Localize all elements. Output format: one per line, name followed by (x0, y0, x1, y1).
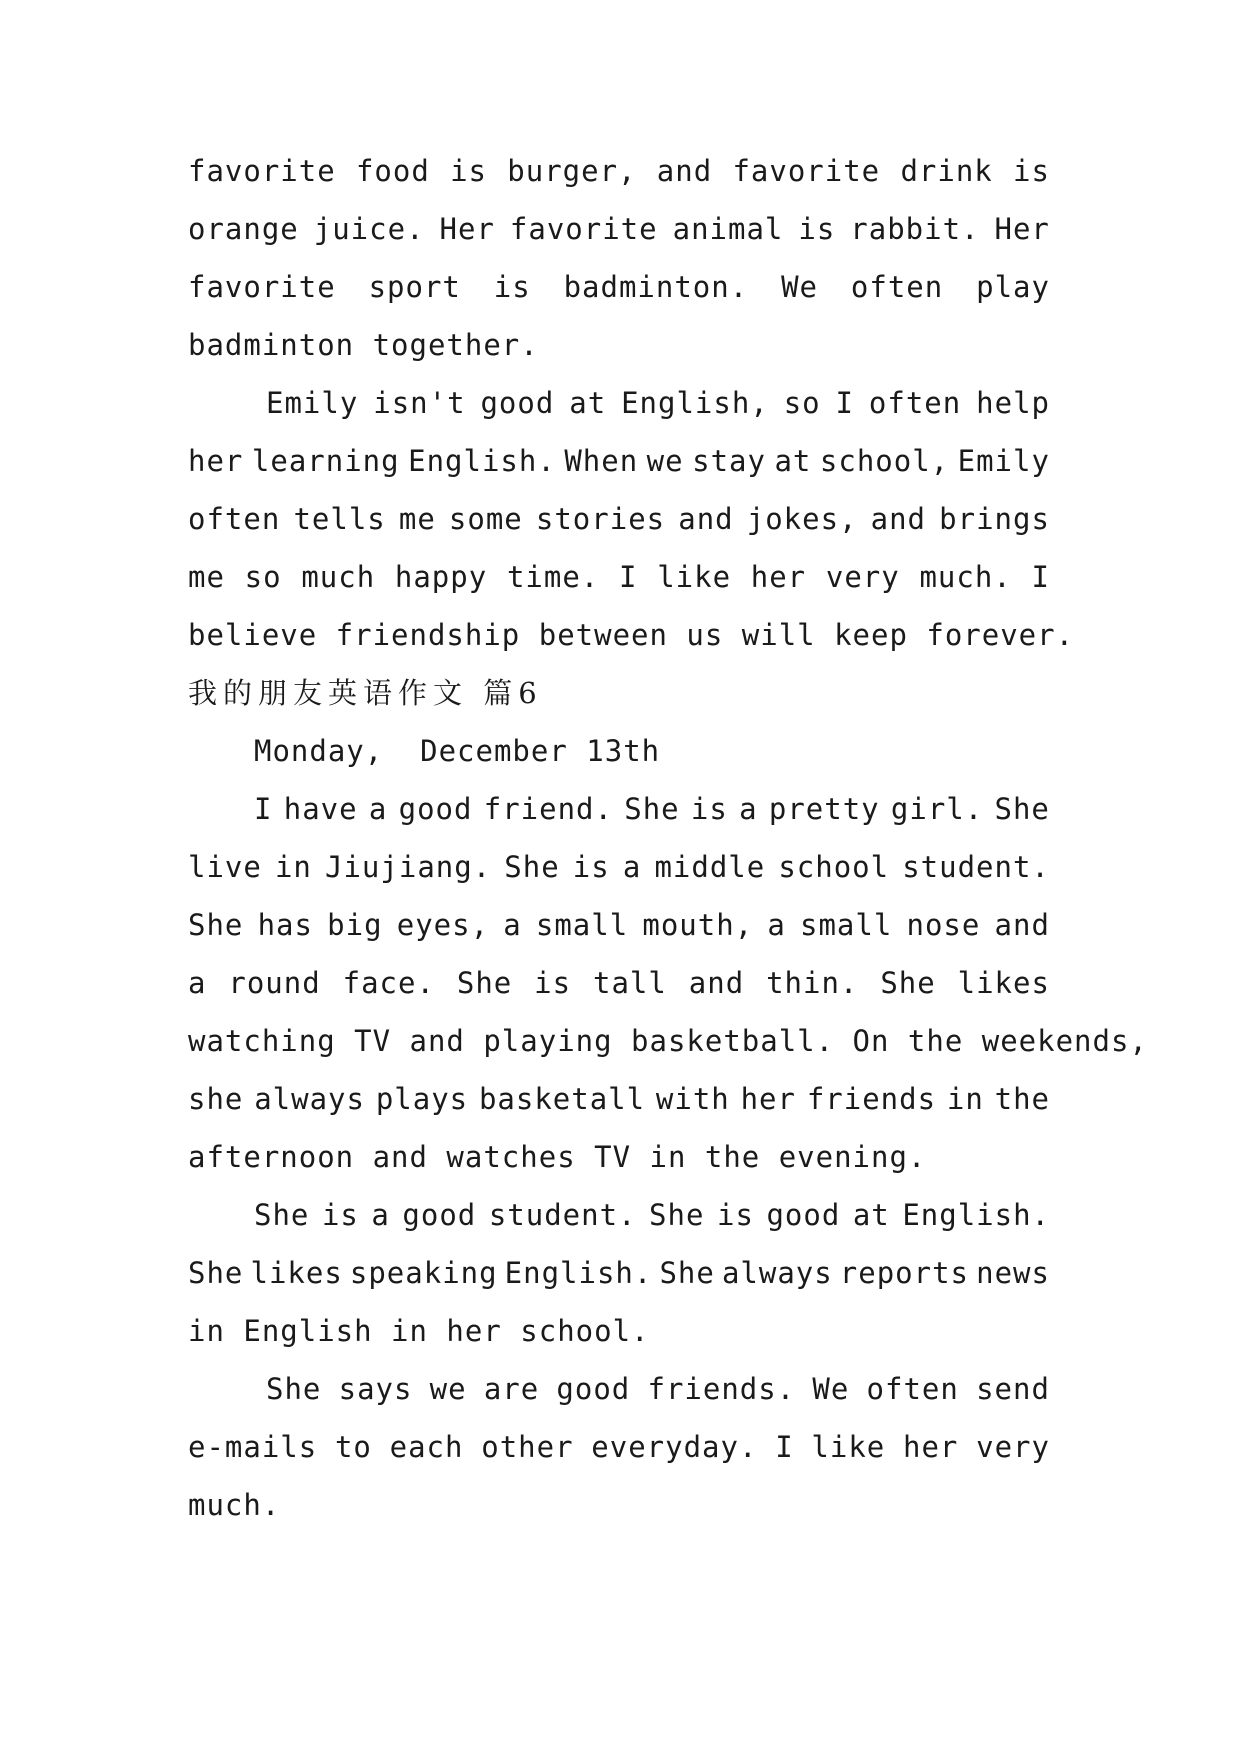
word: reports (839, 1256, 970, 1290)
word: small (800, 908, 893, 942)
word: often (868, 386, 962, 420)
word: is (534, 966, 572, 1000)
word: middle (654, 850, 766, 884)
text-line: much. (188, 1488, 281, 1522)
word: favorite (188, 270, 336, 304)
word: some (448, 502, 523, 536)
word: time. (506, 560, 600, 594)
word: She (188, 1256, 244, 1290)
word: live (188, 850, 262, 884)
word: often (850, 270, 944, 304)
word: happy (394, 560, 488, 594)
word: help (976, 386, 1050, 420)
text-line: afternoon and watches TV in the evening. (188, 1140, 927, 1174)
word: likes (957, 966, 1050, 1000)
word: very (825, 560, 900, 594)
word: she (188, 1082, 244, 1116)
word: good (480, 386, 555, 420)
word: a (188, 966, 207, 1000)
word: friends. (647, 1372, 796, 1406)
word: She (504, 850, 560, 884)
text-line (188, 142, 1050, 200)
word: She (254, 1198, 310, 1232)
word: face. (342, 966, 435, 1000)
text-line (188, 896, 1050, 954)
word: has (257, 908, 313, 942)
word: and (688, 966, 745, 1000)
word: and (678, 502, 734, 536)
word: I (618, 560, 638, 594)
word: juice. (313, 212, 425, 246)
word: at (569, 386, 607, 420)
word: tells (293, 502, 386, 536)
word: her (903, 1430, 959, 1464)
word: much. (919, 560, 1012, 594)
word: She (188, 908, 244, 942)
word: at (852, 1198, 890, 1232)
word: round (228, 966, 321, 1000)
text-line: believe friendship between us will keep forever. (188, 618, 1075, 652)
paragraph-start-line (188, 374, 1050, 432)
word: nose (906, 908, 981, 942)
word: is (1013, 154, 1050, 188)
word: plays (375, 1082, 469, 1116)
word: When (564, 444, 639, 478)
word: everyday. (591, 1430, 758, 1464)
paragraph-start-line (188, 1186, 1050, 1244)
text-line (188, 1244, 1050, 1302)
text-line: badminton together. (188, 328, 539, 362)
word: and (656, 154, 713, 188)
word: are (483, 1372, 540, 1406)
word: speaking (349, 1256, 498, 1290)
section-heading: 我的朋友英语作文 篇6 (188, 676, 543, 710)
word: favorite (732, 154, 881, 188)
word: thin. (766, 966, 859, 1000)
word: She (624, 792, 680, 826)
word: English. (408, 444, 556, 478)
word: e-mails (188, 1430, 318, 1464)
date-line: Monday, December 13th (254, 734, 661, 768)
word: and (870, 502, 927, 536)
word: is (493, 270, 531, 304)
word: stay (692, 444, 766, 478)
word: is (572, 850, 610, 884)
word: send (976, 1372, 1050, 1406)
word: in (274, 850, 312, 884)
word: always (721, 1256, 833, 1290)
word: student. (488, 1198, 637, 1232)
word: other (481, 1430, 574, 1464)
word: basketall (478, 1082, 646, 1116)
word: Jiujiang. (325, 850, 492, 884)
word: favorite (188, 154, 336, 188)
text-line (188, 954, 1050, 1012)
word: a (371, 1198, 390, 1232)
text-line: watching TV and playing basketball. On the weekends, (188, 1024, 1148, 1058)
word: learning (251, 444, 400, 478)
word: in (946, 1082, 984, 1116)
word: stories (535, 502, 666, 536)
word: play (976, 270, 1050, 304)
text-line (188, 490, 1050, 548)
word: She (659, 1256, 715, 1290)
text-line (188, 1070, 1050, 1128)
document-body (188, 154, 1148, 1534)
word: we (429, 1372, 467, 1406)
text-line (188, 838, 1050, 896)
word: I (1031, 560, 1050, 594)
word: English, (621, 386, 769, 420)
word: I (254, 792, 273, 826)
word: so (783, 386, 821, 420)
word: is (321, 1198, 359, 1232)
word: animal (672, 212, 784, 246)
word: is (716, 1198, 754, 1232)
word: English. (902, 1198, 1050, 1232)
word: We (812, 1372, 850, 1406)
word: to (334, 1430, 372, 1464)
word: tall (593, 966, 667, 1000)
word: She (266, 1372, 322, 1406)
word: good (398, 792, 473, 826)
word: big (327, 908, 383, 942)
word: me (188, 560, 225, 594)
word: orange (188, 212, 299, 246)
word: a (767, 908, 786, 942)
word: me (398, 502, 436, 536)
word: always (254, 1082, 365, 1116)
word: friend. (483, 792, 613, 826)
word: often (188, 502, 281, 536)
word: favorite (509, 212, 658, 246)
text-line (188, 432, 1050, 490)
text-line (188, 200, 1050, 258)
word: often (866, 1372, 959, 1406)
word: good (766, 1198, 841, 1232)
word: we (646, 444, 684, 478)
word: her (740, 1082, 796, 1116)
word: student. (902, 850, 1050, 884)
word: small (535, 908, 629, 942)
word: drink (900, 154, 993, 188)
word: is (450, 154, 488, 188)
word: eyes, (396, 908, 490, 942)
word: school, (819, 444, 950, 478)
word: her (188, 444, 244, 478)
word: like (657, 560, 732, 594)
word: a (503, 908, 522, 942)
word: I (835, 386, 854, 420)
text-line (188, 1418, 1050, 1476)
word: Emily (957, 444, 1050, 478)
paragraph-start-line (188, 1360, 1050, 1418)
word: sport (368, 270, 461, 304)
word: is (690, 792, 728, 826)
word: English. (504, 1256, 653, 1290)
word: girl. (890, 792, 984, 826)
word: school (778, 850, 890, 884)
word: at (774, 444, 812, 478)
word: so (244, 560, 282, 594)
word: likes (250, 1256, 343, 1290)
word: Her (994, 212, 1050, 246)
word: She (880, 966, 936, 1000)
word: good (556, 1372, 631, 1406)
text-line (188, 548, 1050, 606)
word: each (389, 1430, 464, 1464)
word: brings (939, 502, 1050, 536)
word: mouth, (642, 908, 754, 942)
word: She (994, 792, 1050, 826)
text-line: in English in her school. (188, 1314, 650, 1348)
paragraph-start-line (188, 780, 1050, 838)
word: isn't (373, 386, 466, 420)
word: burger, (507, 154, 637, 188)
word: says (338, 1372, 413, 1406)
word: a (739, 792, 758, 826)
word: her (750, 560, 807, 594)
word: food (355, 154, 430, 188)
word: We (781, 270, 819, 304)
word: is (798, 212, 836, 246)
word: Her (439, 212, 495, 246)
word: much (301, 560, 376, 594)
word: She (649, 1198, 705, 1232)
word: very (976, 1430, 1050, 1464)
word: rabbit. (850, 212, 980, 246)
word: a (368, 792, 388, 826)
word: badminton. (563, 270, 749, 304)
word: with (655, 1082, 730, 1116)
word: the (994, 1082, 1050, 1116)
word: friends (806, 1082, 937, 1116)
word: I (775, 1430, 794, 1464)
word: news (976, 1256, 1050, 1290)
word: and (994, 908, 1050, 942)
word: She (456, 966, 513, 1000)
word: have (283, 792, 358, 826)
text-line (188, 258, 1050, 316)
word: good (402, 1198, 477, 1232)
word: pretty (768, 792, 880, 826)
word: jokes, (746, 502, 858, 536)
word: Emily (266, 386, 359, 420)
word: a (622, 850, 642, 884)
word: like (811, 1430, 886, 1464)
